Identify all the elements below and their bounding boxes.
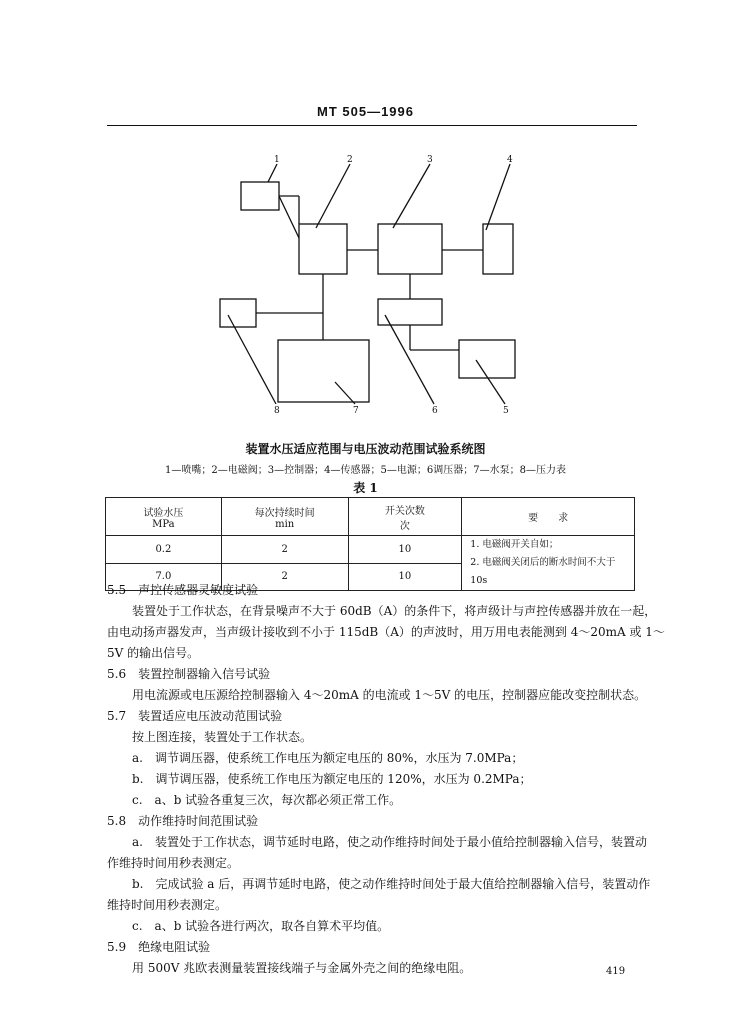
table-row bbox=[106, 536, 635, 564]
system-diagram bbox=[0, 150, 731, 440]
box-3-controller bbox=[378, 224, 442, 274]
box-4-sensor bbox=[483, 224, 513, 274]
cell-switch-count: 10 bbox=[348, 563, 462, 591]
label-4: 4 bbox=[507, 155, 513, 165]
label-5: 5 bbox=[503, 406, 509, 416]
label-1: 1 bbox=[274, 155, 280, 165]
header-switch-count-unit: 次 bbox=[399, 520, 410, 532]
list-item: a. 调节调压器，使系统工作电压为额定电压的 80%，水压为 7.0MPa； bbox=[132, 751, 524, 765]
box-1-nozzle bbox=[241, 182, 279, 210]
header-duration bbox=[221, 498, 348, 536]
section-heading-5-8: 5.8 动作维持时间范围试验 bbox=[107, 814, 259, 828]
header-duration-unit: min bbox=[275, 518, 295, 530]
body-text-line: 装置处于工作状态，在背景噪声不大于 60dB（A）的条件下，将声级计与声控传感器并放在一起， bbox=[132, 604, 657, 618]
cell-duration: 2 bbox=[221, 563, 348, 591]
label-8: 8 bbox=[274, 406, 280, 416]
body-text-line: 用 500V 兆欧表测量装置接线端子与金属外壳之间的绝缘电阻。 bbox=[132, 961, 472, 975]
header-switch-count-label: 开关次数 bbox=[384, 505, 425, 517]
section-heading-5-7: 5.7 装置适应电压波动范围试验 bbox=[107, 709, 283, 723]
figure-caption: 装置水压适应范围与电压波动范围试验系统图 bbox=[245, 442, 486, 456]
list-item: a. 装置处于工作状态，调节延时电路，使之动作维持时间处于最小值给控制器输入信号，装置动 bbox=[132, 835, 647, 849]
figure-legend: 1—喷嘴；2—电磁阀；3—控制器；4—传感器；5—电源；6调压器；7—水泵；8—压力表 bbox=[165, 465, 566, 476]
header-requirement: 要 求 bbox=[462, 498, 635, 536]
list-item: c. a、b 试验各进行两次，取各自算术平均值。 bbox=[132, 919, 390, 933]
label-7: 7 bbox=[353, 406, 359, 416]
label-3: 3 bbox=[427, 155, 433, 165]
header-duration-label: 每次持续时间 bbox=[254, 507, 315, 519]
cell-pressure: 0.2 bbox=[106, 536, 222, 564]
page-header: MT 505—1996 bbox=[317, 104, 414, 119]
section-heading-5-9: 5.9 绝缘电阻试验 bbox=[107, 940, 211, 954]
box-8-pressure-gauge bbox=[220, 299, 256, 327]
body-text-line: 按上图连接，装置处于工作状态。 bbox=[132, 730, 313, 744]
list-item: b. 调节调压器，使系统工作电压为额定电压的 120%，水压为 0.2MPa； bbox=[132, 772, 532, 786]
box-2-solenoid-valve bbox=[299, 224, 347, 274]
body-text-line: 用电流源或电压源给控制器输入 4～20mA 的电流或 1～5V 的电压，控制器应能改变控制状态。 bbox=[132, 688, 647, 702]
body-text-line: 5V 的输出信号。 bbox=[107, 646, 200, 660]
body-text-line: 由电动扬声器发声，当声级计接收到不小于 115dB（A）的声波时，用万用电表能测到 4～20mA 或 1～ bbox=[107, 625, 665, 639]
cell-switch-count: 10 bbox=[348, 536, 462, 564]
header-pressure bbox=[106, 498, 222, 536]
label-6: 6 bbox=[432, 406, 438, 416]
box-7-pump bbox=[278, 340, 369, 402]
page-number: 419 bbox=[606, 966, 626, 977]
list-item: b. 完成试验 a 后，再调节延时电路，使之动作维持时间处于最大值给控制器输入信号，装置动作 bbox=[132, 877, 651, 891]
section-heading-5-5: 5.5 声控传感器灵敏度试验 bbox=[107, 583, 259, 597]
body-text-line: 维持时间用秒表测定。 bbox=[107, 898, 228, 912]
list-item: c. a、b 试验各重复三次，每次都必须正常工作。 bbox=[132, 793, 402, 807]
table-title: 表 1 bbox=[353, 481, 378, 495]
requirement-1: 1. 电磁阀开关自如； bbox=[470, 539, 559, 550]
test-table bbox=[105, 497, 635, 591]
label-2: 2 bbox=[347, 155, 353, 165]
header-pressure-label: 试验水压 bbox=[143, 507, 184, 519]
body-text-line: 作维持时间用秒表测定。 bbox=[107, 856, 240, 870]
box-6-regulator bbox=[378, 299, 442, 325]
cell-duration: 2 bbox=[221, 536, 348, 564]
header-rule bbox=[107, 125, 637, 126]
header-switch-count bbox=[348, 498, 462, 536]
cell-pressure: 7.0 bbox=[106, 563, 222, 591]
header-pressure-unit: MPa bbox=[152, 518, 175, 530]
requirement-2: 2. 电磁阀关闭后的断水时间不大于 10s bbox=[470, 557, 616, 586]
box-5-power bbox=[459, 340, 515, 378]
section-heading-5-6: 5.6 装置控制器输入信号试验 bbox=[107, 667, 271, 681]
table-header-row bbox=[106, 498, 635, 536]
